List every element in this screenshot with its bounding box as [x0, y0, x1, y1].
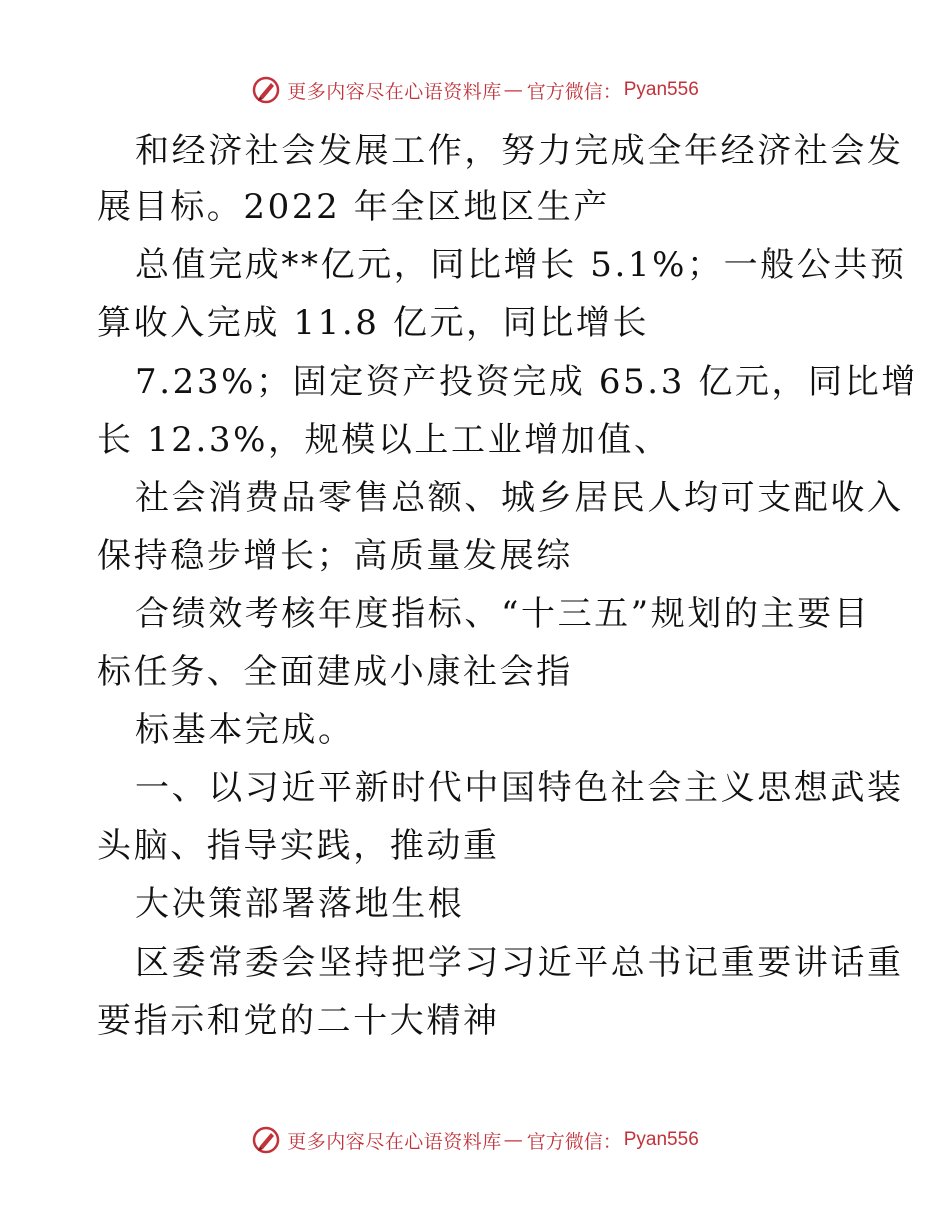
header-wechat-id: Pyan556 [623, 79, 699, 100]
body-line: 总值完成**亿元，同比增长 5.1%；一般公共预 [135, 245, 907, 285]
body-line: 社会消费品零售总额、城乡居民人均可支配收入 [135, 478, 904, 518]
body-line: 区委常委会坚持把学习习近平总书记重要讲话重 [135, 943, 904, 983]
body-line: 标基本完成。 [135, 710, 355, 750]
pen-logo-icon [251, 75, 281, 105]
body-line: 7.23%；固定资产投资完成 65.3 亿元，同比增 [135, 362, 918, 402]
body-line: 长 12.3%，规模以上工业增加值、 [97, 420, 671, 460]
body-line: 大决策部署落地生根 [135, 884, 465, 924]
body-line: 标任务、全面建成小康社会指 [97, 652, 573, 692]
header-banner [0, 70, 950, 110]
body-line: 一、以习近平新时代中国特色社会主义思想武装 [135, 768, 904, 808]
footer-wechat-label: 官方微信： [526, 1130, 622, 1153]
body-line: 算收入完成 11.8 亿元，同比增长 [97, 303, 650, 343]
header-banner-text: 更多内容尽在心语资料库 [287, 80, 502, 103]
footer-banner-text: 更多内容尽在心语资料库 [287, 1130, 502, 1153]
body-line: 合绩效考核年度指标、“十三五”规划的主要目 [135, 594, 871, 634]
header-wechat-label: 官方微信： [526, 80, 622, 103]
body-line: 和经济社会发展工作，努力完成全年经济社会发 [135, 131, 904, 171]
body-line: 要指示和党的二十大精神 [97, 1001, 500, 1041]
footer-banner-dash: — [503, 1129, 523, 1151]
footer-banner [0, 1120, 950, 1160]
header-banner-dash: — [503, 79, 523, 101]
body-line: 头脑、指导实践，推动重 [97, 826, 500, 866]
body-line: 保持稳步增长；高质量发展综 [97, 536, 573, 576]
footer-wechat-id: Pyan556 [623, 1129, 699, 1150]
pen-logo-icon [251, 1125, 281, 1155]
body-line: 展目标。2022 年全区地区生产 [97, 187, 610, 227]
